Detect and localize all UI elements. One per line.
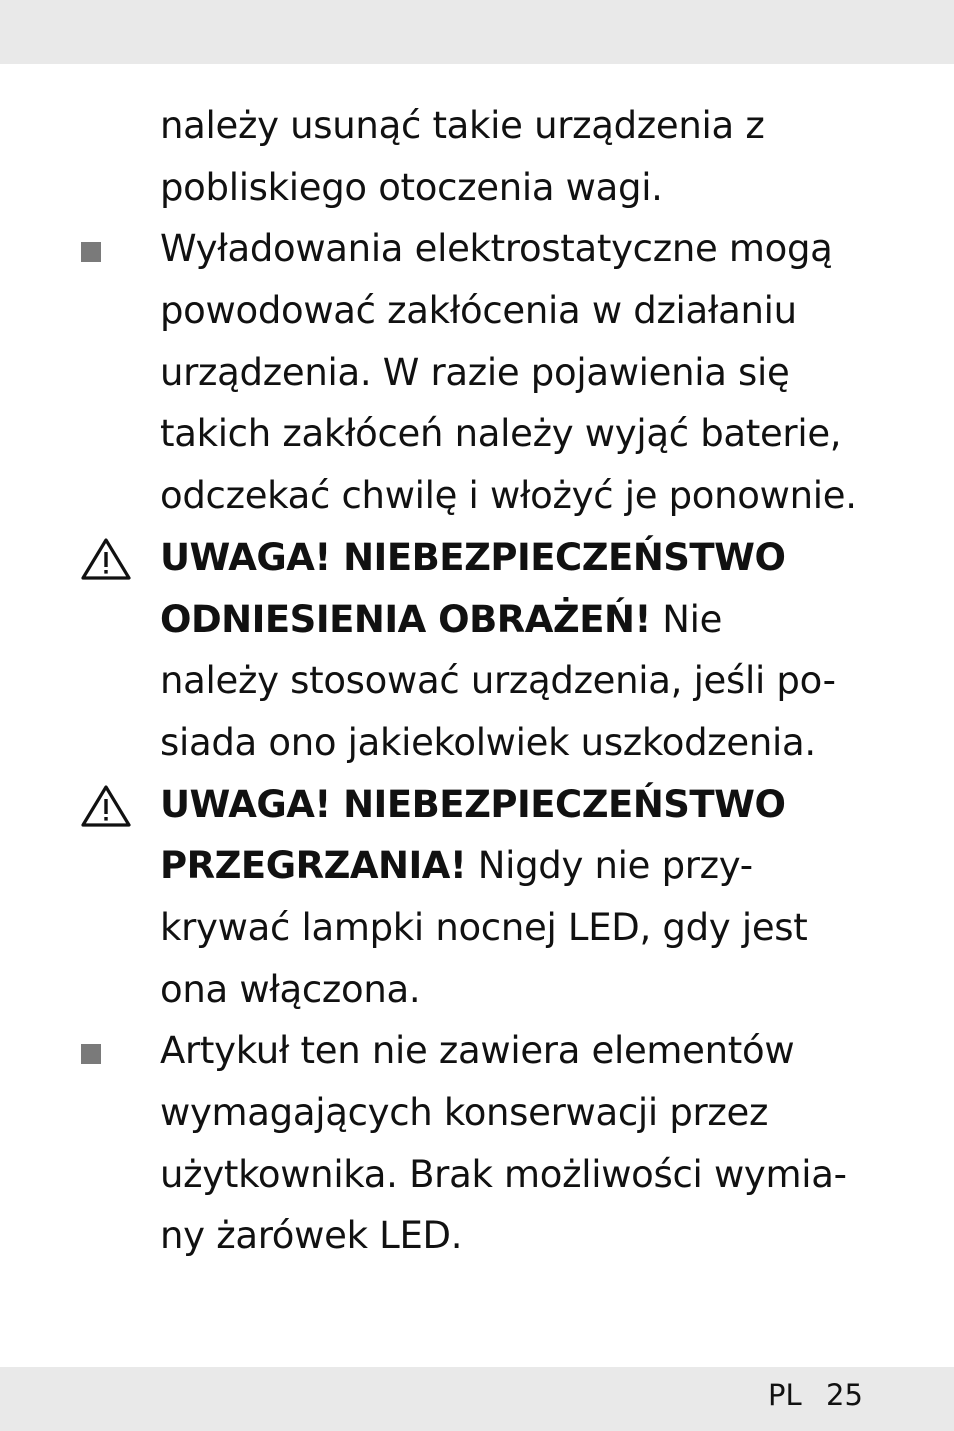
text-line: ona włączona. [160,967,421,1011]
warning-item-overheating [0,774,880,1021]
warning-heading-tail: PRZEGRZANIA! [160,844,467,888]
warning-heading: UWAGA! NIEBEZPIECZEŃSTWO [160,782,786,826]
bullet-item-electrostatic [0,218,880,526]
text-line: pobliskiego otoczenia wagi. [160,165,663,209]
text-line: Artykuł ten nie zawiera elementów [160,1029,795,1073]
text-line: powodować zakłócenia w działaniu [160,289,797,333]
square-bullet-icon [81,242,101,262]
text-line: siada ono jakiekolwiek uszkodzenia. [160,720,816,764]
warning-heading: UWAGA! NIEBEZPIECZEŃSTWO [160,535,786,579]
warning-triangle-icon [80,784,132,828]
warning-text-start: Nigdy nie przy- [466,844,753,888]
text-line: takich zakłóceń należy wyjąć baterie, [160,412,842,456]
text-line: wymagających konserwacji przez [160,1091,769,1134]
warning-item-injury [0,527,880,774]
text-line: urządzenia. W razie pojawienia się [160,350,790,394]
square-bullet-icon [81,1044,101,1064]
text-line: należy stosować urządzenia, jeśli po- [160,659,836,703]
footer-language: PL [768,1378,802,1412]
page-number: 25 [826,1378,863,1412]
warning-triangle-icon [80,537,132,581]
top-band [0,0,954,64]
warning-heading-line [160,835,880,897]
bullet-item-maintenance [0,1020,880,1267]
continuation-paragraph [0,95,880,218]
text-line: odczekać chwilę i włożyć je ponownie. [160,474,857,518]
bottom-band [0,1367,954,1431]
text-line: krywać lampki nocnej LED, gdy jest [160,905,808,949]
text-line: Wyładowania elektrostatyczne mogą [160,227,833,271]
text-line: użytkownika. Brak możliwości wymia- [160,1152,847,1196]
text-line: należy usunąć takie urządzenia z [160,104,765,147]
warning-heading-tail: ODNIESIENIA OBRAŻEŃ! [160,597,651,641]
text-line: ny żarówek LED. [160,1214,463,1258]
page-content [0,95,954,1267]
warning-heading-line [160,589,880,651]
warning-text-start: Nie [650,597,723,641]
